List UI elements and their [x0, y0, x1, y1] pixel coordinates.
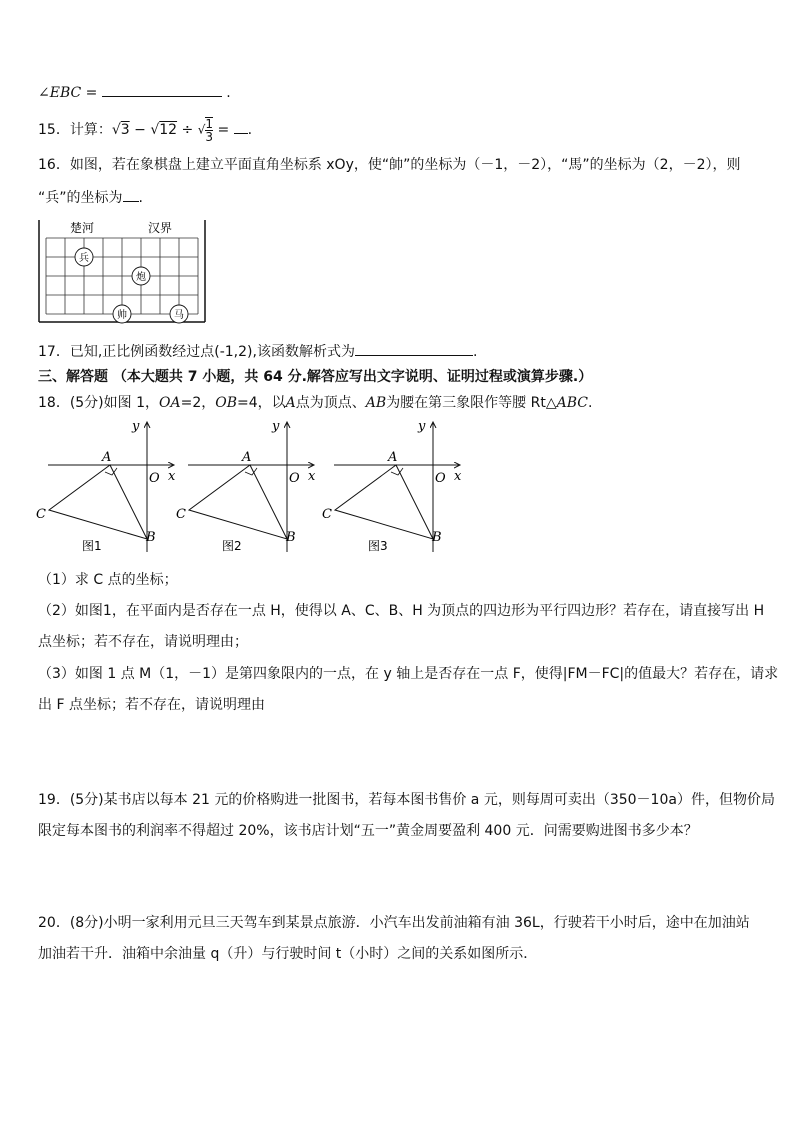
q18-sub3-line1: （3）如图 1 点 M（1，－1）是第四象限内的一点，在 y 轴上是否存在一点 F，使得|FM－FC|的值最大？若存在，请求 [38, 666, 779, 682]
q18-figure-3 [320, 414, 470, 560]
q14-answer-blank [102, 82, 222, 97]
fig3-o-label: O [435, 471, 446, 486]
fig2-c-label: C [176, 507, 186, 522]
q18-sub1: （1）求 C 点的坐标； [38, 572, 178, 588]
q15-line: 15．计算：√3 − √12 ÷ √ $\frac{1}{3}$ = . [38, 117, 253, 144]
q18-sub2-line2: 点坐标；若不存在，请说明理由； [38, 634, 248, 650]
fig2-y-label: y [272, 419, 280, 434]
piece-pao [132, 267, 150, 285]
q16-line2: “兵”的坐标为 . [38, 187, 143, 208]
q18-figure-1 [34, 414, 184, 560]
q16-answer-blank [123, 187, 139, 202]
q19-line2: 限定每本图书的利润率不得超过 20%，该书店计划“五一”黄金周要盈利 400 元．问需要购进图书多少本？ [38, 823, 698, 839]
q19-line1: 19．(5分)某书店以每本 21 元的价格购进一批图书，若每本图书售价 a 元，则每周可卖出（350－10a）件，但物价局 [38, 792, 775, 808]
fig2-x-label: x [308, 469, 316, 484]
fig1-caption: 图1 [82, 539, 102, 553]
fig3-caption: 图3 [368, 539, 388, 553]
q20-line1: 20．(8分)小明一家利用元旦三天驾车到某景点旅游．小汽车出发前油箱有油 36L，行驶若干小时后，途中在加油站 [38, 915, 750, 931]
river-left-label: 楚河 [70, 221, 95, 235]
svg-text:马: 马 [174, 310, 184, 321]
fig3-x-label: x [454, 469, 462, 484]
q17-line: 17．已知,正比例函数经过点(-1,2),该函数解析式为 . [38, 341, 477, 362]
piece-bing [75, 248, 93, 266]
fig2-a-label: A [242, 450, 252, 465]
svg-text:炮: 炮 [136, 272, 146, 283]
piece-ma [170, 305, 188, 323]
fig1-y-label: y [132, 419, 140, 434]
section3-title: 三、解答题 （本大题共 7 小题，共 64 分.解答应写出文字说明、证明过程或演算步骤.） [38, 369, 593, 385]
fig1-a-label: A [102, 450, 112, 465]
q15-fraction-root: √ $\frac{1}{3}$ [197, 117, 213, 144]
q15-root12: √12 [150, 122, 178, 138]
q14-end: . [226, 85, 231, 101]
fig3-a-label: A [388, 450, 398, 465]
q18-sub3-line2: 出 F 点坐标；若不存在，请说明理由 [38, 697, 265, 713]
q15-root3: √3 [111, 122, 130, 138]
fig3-c-label: C [322, 507, 332, 522]
svg-text:兵: 兵 [79, 253, 89, 264]
fig3-b-label: B [432, 530, 442, 545]
fig2-caption: 图2 [222, 539, 242, 553]
fig3-y-label: y [418, 419, 426, 434]
river-right-label: 汉界 [148, 221, 173, 235]
q20-line2: 加油若干升．油箱中余油量 q（升）与行驶时间 t（小时）之间的关系如图所示． [38, 946, 538, 962]
q14-line [38, 82, 231, 103]
q15-answer-blank [234, 119, 248, 134]
fig2-b-label: B [286, 530, 296, 545]
fig1-c-label: C [36, 507, 46, 522]
svg-text:帅: 帅 [117, 310, 127, 321]
q15-prefix: 15．计算： [38, 122, 112, 138]
chess-board-figure [36, 218, 208, 324]
q16-line1: 16．如图，若在象棋盘上建立平面直角坐标系 xOy，使“帥”的坐标为（－1，－2），“馬”的坐标为（2，－2），则 [38, 157, 741, 173]
fig1-b-label: B [146, 530, 156, 545]
board-grid [46, 238, 198, 314]
q18-sub2-line1: （2）如图1，在平面内是否存在一点 H，使得以 A、C、B、H 为顶点的四边形为平行四边形？若存在，请直接写出 H [38, 603, 765, 619]
fig1-o-label: O [149, 471, 160, 486]
q18-stem: 18．(5分)如图 1，OA=2，OB=4，以A点为顶点、AB为腰在第三象限作等腰 Rt△ABC. [38, 395, 593, 411]
q18-figure-2 [174, 414, 324, 560]
fig2-o-label: O [289, 471, 300, 486]
fig1-x-label: x [168, 469, 176, 484]
q17-answer-blank [355, 341, 473, 356]
piece-shuai [113, 305, 131, 323]
q14-angle: ∠EBC = [38, 85, 98, 101]
